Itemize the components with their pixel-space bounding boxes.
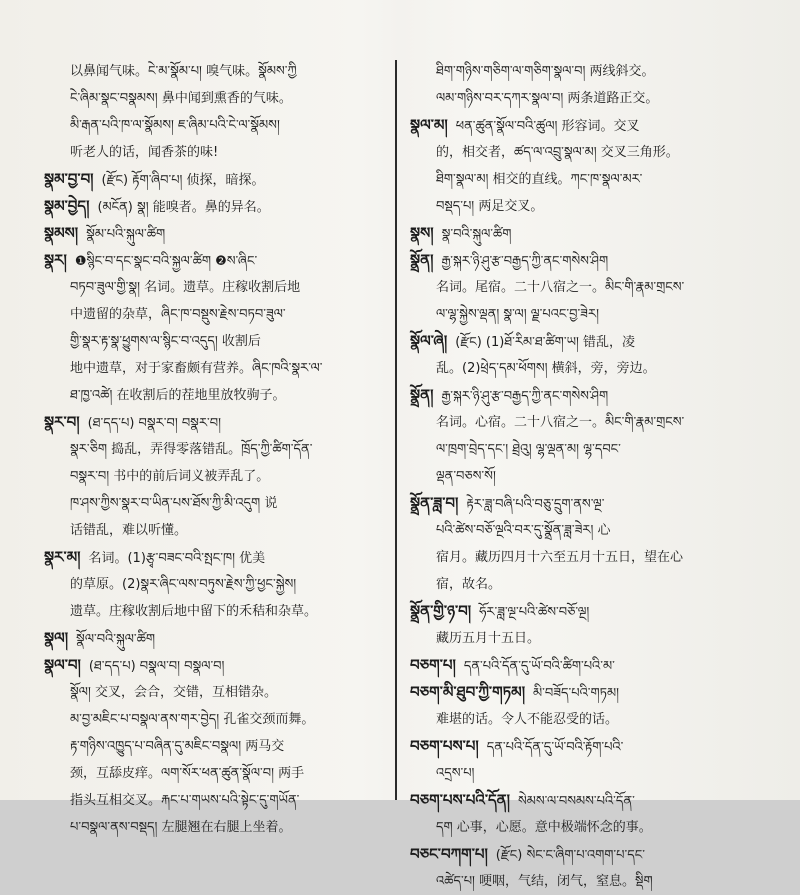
entry-text-line — [410, 436, 760, 463]
entry-headword-line — [410, 733, 760, 760]
definition-text: སྣོལ། 交叉，会合，交错，互相错杂。 — [70, 685, 277, 700]
entry-headword-line — [410, 490, 760, 517]
headword: སྣར་བ། — [44, 413, 80, 431]
definition-text: མི་བཟོད་པའི་གཏམ། — [533, 686, 620, 701]
headword: སྣམས། — [44, 224, 79, 242]
entry-text-line — [44, 436, 379, 463]
definition-text: མི་རྒན་པའི་ཁ་ལ་སྣོམས། ཇ་ཞིམ་པའི་ངེ་ལ་སྣོམས། — [70, 118, 280, 133]
definition-text: (ཐ་དད་པ) བསྣར་བ། བསྣར་བ། — [87, 416, 221, 431]
definition-text: 名词。(1)རྩྭ་བཟང་བའི་སྤང་ཁ། 优美 — [88, 551, 266, 566]
definition-text: དན་པའི་དོན་དུ་ཡོ་བའི་ཚིག་པའི་མ་ — [463, 659, 615, 674]
headword: སྣྲོན། — [410, 251, 434, 269]
entry-text-line — [44, 382, 379, 409]
definition-text: (རྫོང) (1)ཐོ་རིམ་ཐ་ཚིག་ཡ། 错乱，凌 — [455, 335, 636, 350]
definition-text: (རྫོང) སེང་ང་ཞིག་པ་འགག་པ་དང་ — [495, 848, 645, 863]
entry-text-line — [44, 58, 379, 85]
entry-text-line — [410, 517, 760, 544]
entry-text-line — [410, 274, 760, 301]
entry-headword-line — [44, 220, 379, 247]
entry-headword-line — [44, 166, 379, 193]
definition-text: སྣར་ཅིག 捣乱，弄得零落错乱。ཁྲོད་ཀྱི་ཚིག་དོན་ — [70, 442, 313, 457]
entry-text-line — [410, 139, 760, 166]
entry-text-line — [44, 706, 379, 733]
definition-text: པའི་ཚེས་བཅོ་ལྔའི་བར་དུ་སྣྲོན་ཟླ་ཟེར། 心 — [436, 523, 611, 538]
definition-text: 以鼻闻气味。ངེ་མ་སྣོམ་པ། 嗅气味。སྣོམས་ཀྱི — [70, 64, 297, 79]
definition-text: སྣོམ་པའི་སྐུལ་ཚིག — [86, 227, 166, 242]
definition-text: 宿，故名。 — [436, 577, 502, 592]
entry-headword-line — [410, 598, 760, 625]
entry-text-line — [410, 463, 760, 490]
definition-text: རྒྱ་སྐར་ཉི་ཤུ་རྩ་བརྒྱད་ཀྱི་ནང་གསེས་ཤིག — [441, 389, 609, 404]
definition-text: ལ་ཁྲག་བྲེད་དང་། ཐྲེའུ། ལྷ་ལྡན་མ། ལྷ་དབང་ — [436, 442, 621, 457]
entry-text-line — [410, 355, 760, 382]
definition-text: ཁ་ཤས་ཀྱིས་སྣར་བ་ཡིན་པས་ཐོས་ཀྱི་མི་འདུག 说 — [70, 496, 278, 511]
definition-text: རྒྱ་སྐར་ཉི་ཤུ་རྩ་བརྒྱད་ཀྱི་ནང་གསེས་ཤིག — [441, 254, 609, 269]
headword: སྣལ་མ། — [410, 116, 448, 134]
definition-text: སེམས་ལ་བསམས་པའི་དོན་ — [518, 794, 635, 809]
headword: སྣྲོན་གྱི་ཉ་བ། — [410, 602, 472, 620]
headword: སྣམ་བྱེད། — [44, 197, 90, 215]
definition-text: 中遗留的杂草，ཞིང་ཁ་བསྡུས་རྗེས་བཏབ་ཟུལ་ — [70, 307, 286, 322]
entry-text-line — [44, 301, 379, 328]
entry-text-line — [410, 625, 760, 652]
entry-headword-line — [44, 193, 379, 220]
entry-text-line — [410, 58, 760, 85]
definition-text: 宿月。藏历四月十六至五月十五日，望在心 — [436, 550, 684, 565]
definition-text: བསྣར་བ། 书中的前后词义被弄乱了。 — [70, 469, 270, 484]
entry-text-line — [44, 679, 379, 706]
headword: སྣྲོན་ཟླ་བ། — [410, 494, 459, 512]
definition-text: (མངོན) སྣ། 能嗅者。鼻的异名。 — [97, 200, 270, 215]
entry-headword-line — [410, 382, 760, 409]
definition-text: རྟ་གཉིས་འཁྱུད་པ་བཞིན་དུ་མཇིང་བསྣལ། 两马交 — [70, 739, 285, 754]
entry-text-line — [410, 193, 760, 220]
definition-text: 地中遗草，对于家畜颇有营养。ཞིང་ཁའི་སྣར་ལ་ — [70, 361, 323, 376]
definition-text: 遗草。庄稼收割后地中留下的禾秸和杂草。 — [70, 604, 318, 619]
entry-text-line — [44, 328, 379, 355]
entry-text-line — [44, 112, 379, 139]
entry-text-line — [44, 760, 379, 787]
definition-text: 名词。心宿。二十八宿之一。མིང་གི་རྣམ་གྲངས་ — [436, 415, 685, 430]
definition-text: 听老人的话，闻香茶的味! — [70, 145, 219, 160]
entry-text-line — [44, 355, 379, 382]
entry-text-line — [44, 463, 379, 490]
entry-headword-line — [44, 625, 379, 652]
headword: སྣོལ་ཞེ། — [410, 332, 448, 350]
entry-text-line — [410, 544, 760, 571]
entry-headword-line — [410, 112, 760, 139]
definition-text: སྣ་བའི་སྐུལ་ཚིག — [441, 227, 512, 242]
entry-text-line — [44, 787, 379, 814]
entry-text-line — [44, 490, 379, 517]
entry-text-line — [410, 706, 760, 733]
definition-text: ལྡན་བཅས་སོ། — [436, 469, 496, 484]
headword: བཅག་པ། — [410, 656, 456, 674]
definition-text: (རྫོང) རྟོག་ཞིབ་པ། 侦探，暗探。 — [101, 173, 265, 188]
definition-text: ཧོར་ཟླ་ལྔ་པའི་ཚེས་བཅོ་ལྔ། — [479, 605, 590, 620]
definition-text: འདྲས་པ། — [436, 766, 475, 781]
definition-text: ངེ་ཞིམ་སྣང་བསྣམས། 鼻中闻到熏香的气味。 — [70, 91, 292, 106]
entry-headword-line — [410, 247, 760, 274]
headword: བཅག་མི་ཐུབ་ཀྱི་གཏམ། — [410, 683, 526, 701]
definition-text: སྣོལ་བའི་སྐུལ་ཚིག — [76, 632, 156, 647]
headword: སྣས། — [410, 224, 434, 242]
definition-text: དན་པའི་དོན་དུ་ཡོ་བའི་རྟོག་པའི་ — [486, 740, 624, 755]
entry-headword-line — [410, 841, 760, 868]
definition-text: ཕན་ཚུན་སྣོལ་བའི་ཚུལ། 形容词。交叉 — [455, 119, 640, 134]
definition-text: 乱。(2)ཕྲེད་དམ་ཕོགས། 横斜，旁，旁边。 — [436, 361, 656, 376]
definition-text: 难堪的话。令人不能忍受的话。 — [436, 712, 619, 727]
entry-headword-line — [410, 679, 760, 706]
entry-headword-line — [44, 247, 379, 274]
entry-text-line — [410, 166, 760, 193]
entry-headword-line — [410, 220, 760, 247]
entry-headword-line — [44, 409, 379, 436]
entry-text-line — [410, 868, 760, 895]
definition-text: ཐིག་གཉིས་གཅིག་ལ་གཅིག་སྣལ་བ། 两线斜交。 — [436, 64, 655, 79]
headword: བཅག་པས་པའི་དོན། — [410, 791, 510, 809]
definition-text: 藏历五月十五日。 — [436, 631, 541, 646]
entry-text-line — [410, 85, 760, 112]
entry-text-line — [44, 139, 379, 166]
definition-text: ལ་ལྷ་སྐྱེས་ལྡན། སྣ་ལ། ལྗ་པའང་བྱ་ཟེར། — [436, 307, 599, 322]
column-divider — [395, 60, 397, 800]
headword: སྣལ། — [44, 629, 69, 647]
headword: བཅག་པས་པ། — [410, 737, 479, 755]
headword: སྣམ་བྱ་བ། — [44, 170, 94, 188]
definition-text: ❶སྙིང་བ་དང་སྣང་བའི་སྐྱལ་ཚིག ❷ས་ཞིང་ — [74, 254, 258, 269]
definition-text: པ་བསྣལ་ནས་བསྡད། 左腿翘在右腿上坐着。 — [70, 820, 292, 835]
entry-headword-line — [410, 787, 760, 814]
headword: སྣར། — [44, 251, 67, 269]
entry-text-line — [44, 517, 379, 544]
right-column — [410, 58, 760, 895]
entry-headword-line — [410, 652, 760, 679]
entry-text-line — [44, 85, 379, 112]
definition-text: 话错乱，难以听懂。 — [70, 523, 188, 538]
definition-text: གྱི་སྣར་རྟ་སྣ་ཕྱུགས་ལ་སྙིང་བ་འདུད། 收割后 — [70, 334, 261, 349]
headword: བཅང་བཀག་པ། — [410, 845, 488, 863]
entry-headword-line — [44, 652, 379, 679]
definition-text: 名词。尾宿。二十八宿之一。མིང་གི་རྣམ་གྲངས་ — [436, 280, 685, 295]
entry-text-line — [44, 814, 379, 841]
entry-headword-line — [410, 328, 760, 355]
entry-text-line — [44, 733, 379, 760]
definition-text: དག 心事，心愿。意中极端怀念的事。 — [436, 820, 652, 835]
entry-text-line — [410, 301, 760, 328]
definition-text: མ་བྱ་མཇིང་པ་བསྣལ་ནས་གར་བྱེད། 孔雀交颈而舞。 — [70, 712, 315, 727]
entry-text-line — [410, 571, 760, 598]
definition-text: འཚེད་པ། 哽咽，气结，闭气，窒息。སྡིག — [436, 874, 653, 889]
entry-text-line — [410, 814, 760, 841]
definition-text: (ཐ་དད་པ) བསྣལ་བ། བསྣལ་བ། — [88, 659, 225, 674]
headword: སྣལ་བ། — [44, 656, 81, 674]
entry-headword-line — [44, 544, 379, 571]
headword: སྣར་མ། — [44, 548, 81, 566]
definition-text: ཐ་ཁྱ་འཚེ། 在收割后的茬地里放牧驹子。 — [70, 388, 286, 403]
left-column — [44, 58, 379, 841]
entry-text-line — [44, 571, 379, 598]
definition-text: 的草原。(2)སྣར་ཞིང་ལས་བཏུས་རྗེས་ཀྱི་ཕྱང་སྐྱེས། — [70, 577, 297, 592]
definition-text: ཐིག་སྣལ་མ། 相交的直线。ཀང་ཁ་སྣལ་མར་ — [436, 172, 643, 187]
headword: སྣྲོན། — [410, 386, 434, 404]
entry-text-line — [410, 760, 760, 787]
definition-text: བསྡད་པ། 两足交叉。 — [436, 199, 544, 214]
definition-text: 的，相交者，ཚད་ལ་འབྲུ་སྣལ་མ། 交叉三角形。 — [436, 145, 679, 160]
definition-text: 指头互相交叉。རྐང་པ་གཡས་པའི་སྟེང་དུ་གཡོན་ — [70, 793, 300, 808]
entry-text-line — [44, 274, 379, 301]
definition-text: རྟེར་ཟླ་བཞི་པའི་བཅུ་དྲུག་ནས་ལྔ་ — [466, 497, 605, 512]
definition-text: 颈，互舔皮痒。ལག་སོར་ཕན་ཚུན་སྣོལ་བ། 两手 — [70, 766, 305, 781]
definition-text: བཏབ་ཟུལ་གྱི་སྣ། 名词。遗草。庄稼收割后地 — [70, 280, 301, 295]
definition-text: ལམ་གཉིས་བར་དཀར་སྣལ་བ། 两条道路正交。 — [436, 91, 659, 106]
entry-text-line — [44, 598, 379, 625]
entry-text-line — [410, 409, 760, 436]
